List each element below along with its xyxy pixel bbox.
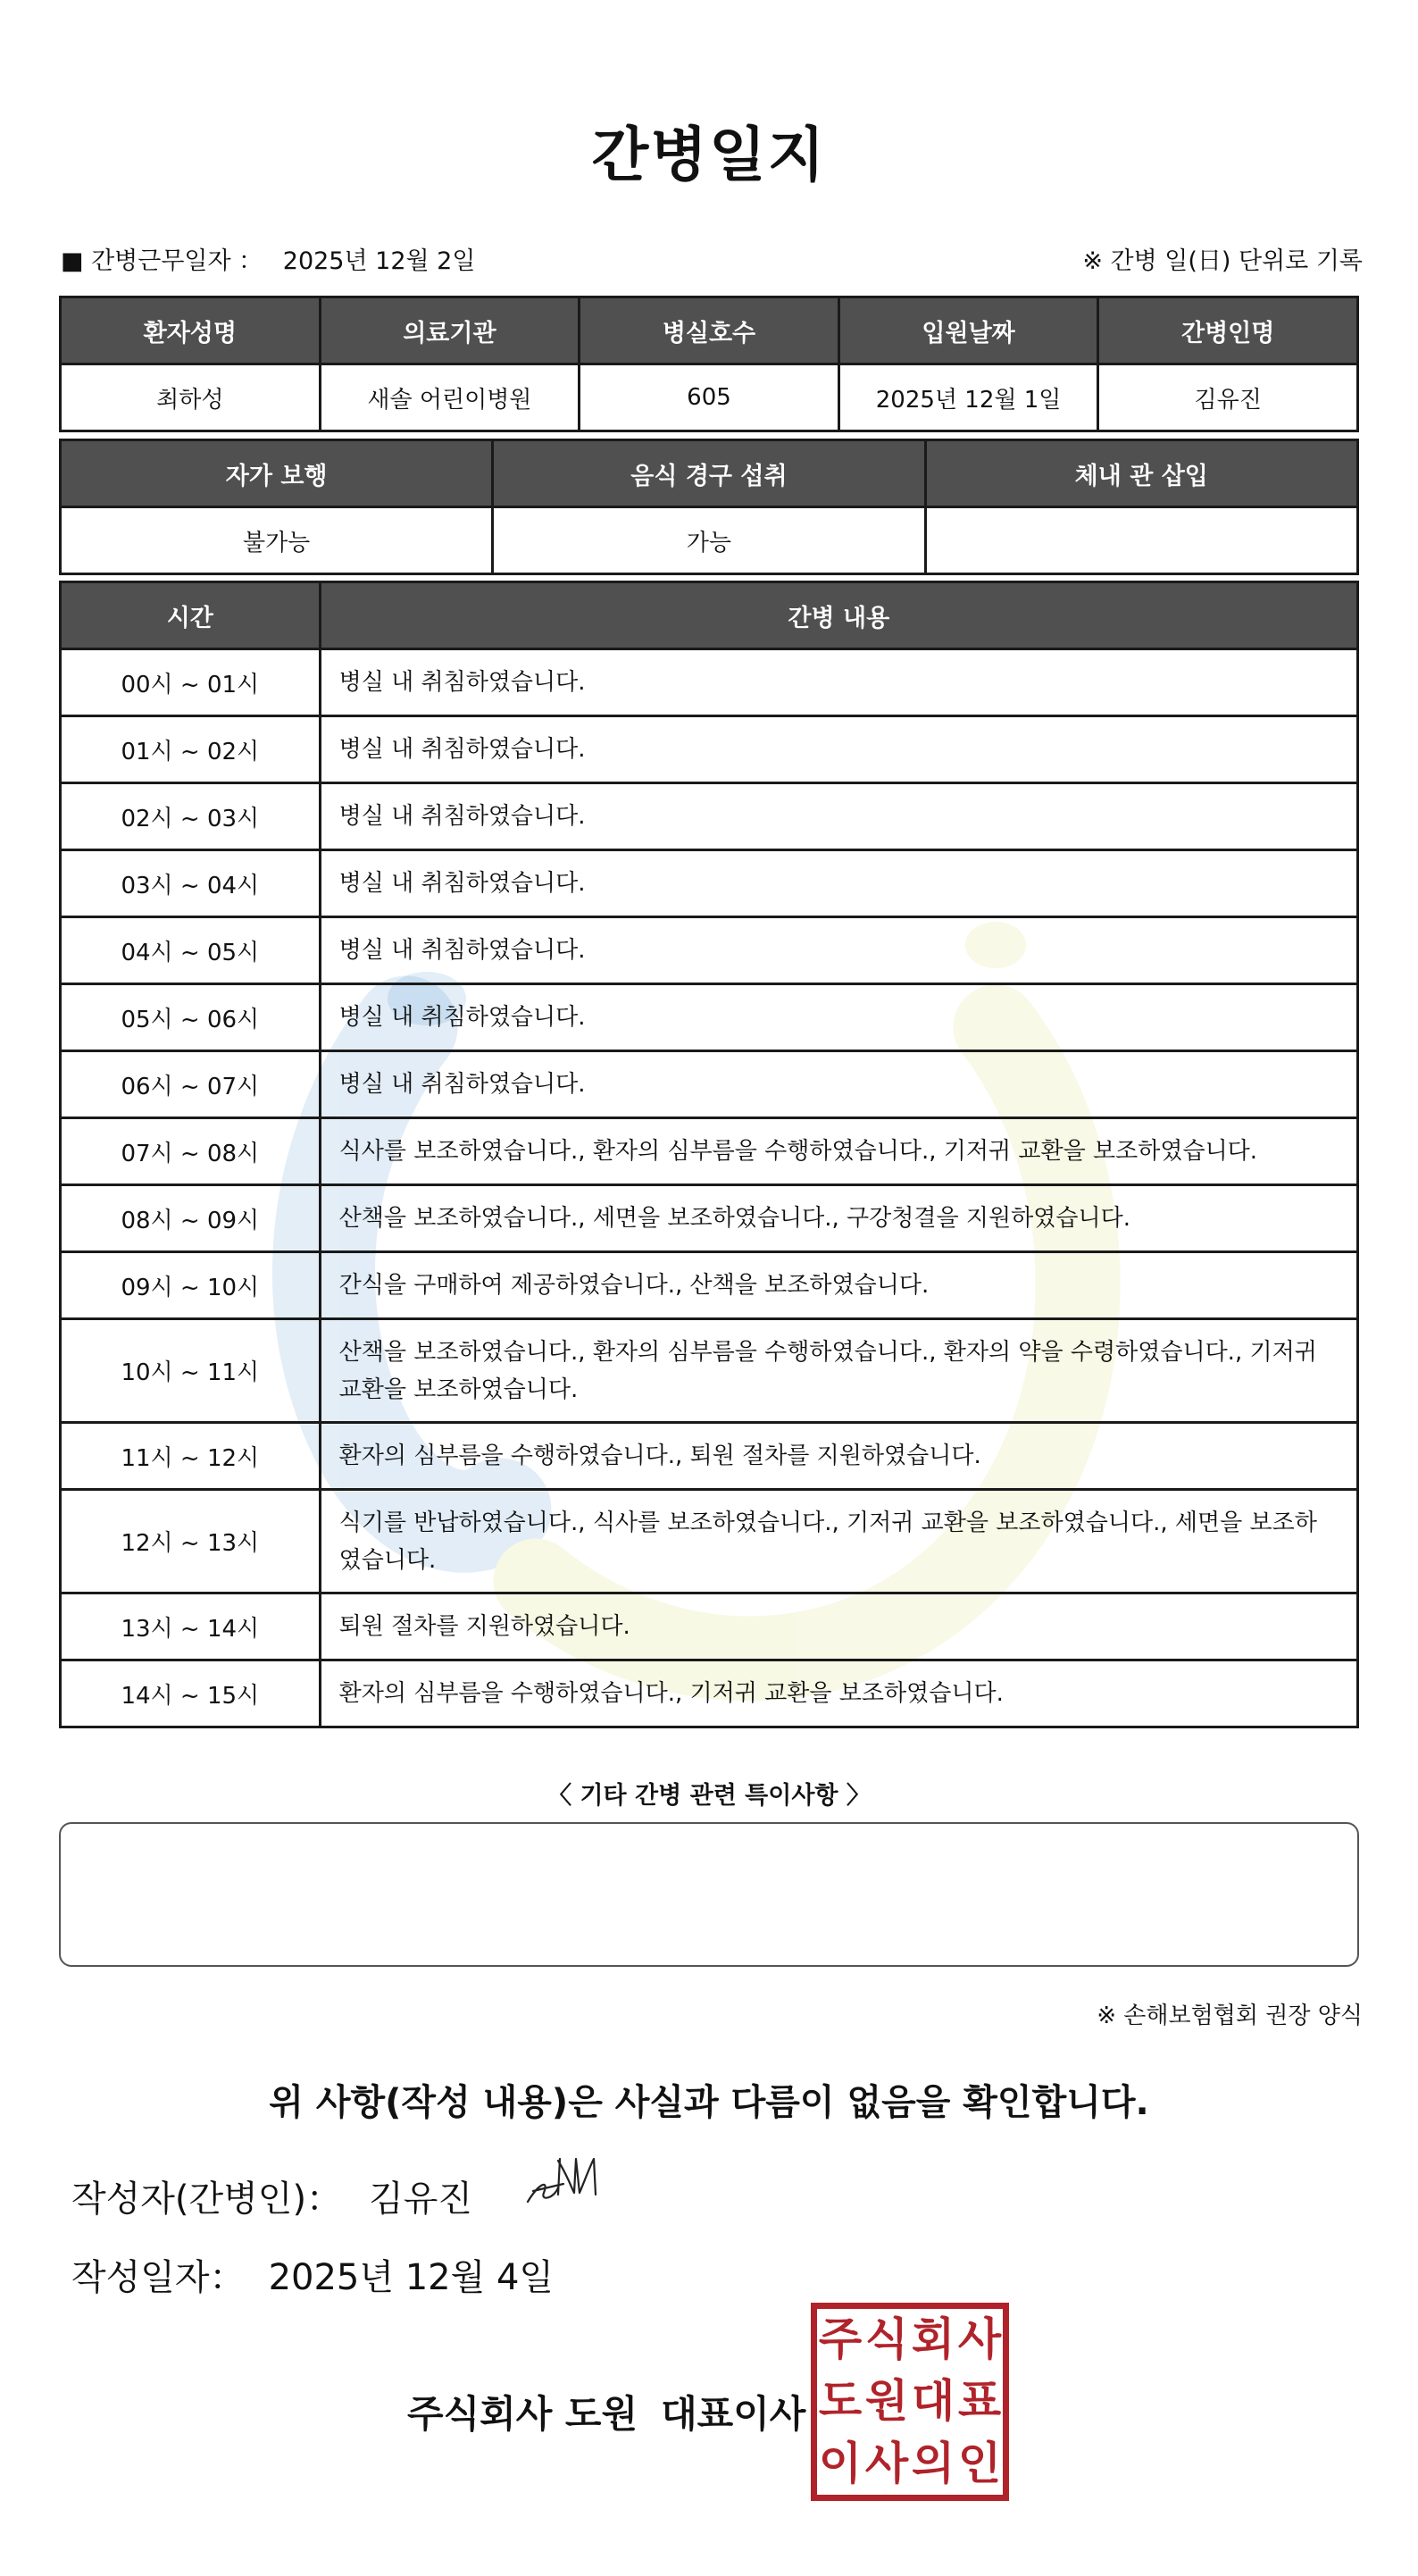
- caregiver-name: 김유진: [1098, 364, 1358, 431]
- tube-insertion: [925, 507, 1357, 574]
- row-time: 10시 ~ 11시: [61, 1319, 321, 1423]
- patient-status-table: [59, 439, 1359, 575]
- row-content: 병실 내 취침하였습니다.: [320, 850, 1357, 917]
- row-time: 00시 ~ 01시: [61, 649, 321, 716]
- company-name: 주식회사 도원: [407, 2392, 638, 2436]
- table-row: [61, 1593, 1358, 1660]
- table-row: [61, 649, 1358, 716]
- row-content: 식기를 반납하였습니다., 식사를 보조하였습니다., 기저귀 교환을 보조하였습니다., 세면을 보조하였습니다.: [320, 1490, 1357, 1593]
- page-title: 간병일지: [591, 121, 827, 189]
- table-row: [61, 716, 1358, 783]
- table-row: [61, 1490, 1358, 1593]
- row-content: 병실 내 취침하였습니다.: [320, 1051, 1357, 1118]
- row-content: 병실 내 취침하였습니다.: [320, 984, 1357, 1051]
- row-content: 병실 내 취침하였습니다.: [320, 649, 1357, 716]
- seal-char: 인: [957, 2437, 1002, 2489]
- table-row: [61, 1051, 1358, 1118]
- row-time: 08시 ~ 09시: [61, 1185, 321, 1252]
- seal-characters: [817, 2309, 1003, 2495]
- row-content: 병실 내 취침하였습니다.: [320, 716, 1357, 783]
- patient-info-table: [59, 296, 1359, 432]
- admission-date: 2025년 12월 1일: [838, 364, 1098, 431]
- header-caregiver-name: 간병인명: [1098, 297, 1358, 364]
- header-care-content: 간병 내용: [320, 582, 1357, 649]
- remarks-box: [59, 1822, 1359, 1967]
- row-content: 산책을 보조하였습니다., 환자의 심부름을 수행하였습니다., 환자의 약을 수령하였습니다., 기저귀 교환을 보조하였습니다.: [320, 1319, 1357, 1423]
- row-time: 13시 ~ 14시: [61, 1593, 321, 1660]
- signature: [522, 2148, 612, 2211]
- seal-char: 사: [864, 2437, 909, 2489]
- hospital: 새솔 어린이병원: [320, 364, 580, 431]
- row-content: 간식을 구매하여 제공하였습니다., 산책을 보조하였습니다.: [320, 1252, 1357, 1319]
- self-walking: 불가능: [61, 507, 493, 574]
- table-row: [61, 1423, 1358, 1490]
- header-tube-insertion: 체내 관 삽입: [925, 440, 1357, 507]
- seal-char: 식: [864, 2313, 909, 2365]
- recommended-form-note: ※ 손해보험협회 권장 양식: [1097, 2003, 1363, 2029]
- table-row: [61, 1118, 1358, 1185]
- header-admission-date: 입원날짜: [838, 297, 1098, 364]
- patient-name: 최하성: [61, 364, 321, 431]
- seal-char: 주: [818, 2313, 863, 2365]
- table-row: [61, 917, 1358, 984]
- row-content: 식사를 보조하였습니다., 환자의 심부름을 수행하였습니다., 기저귀 교환을 보조하였습니다.: [320, 1118, 1357, 1185]
- row-time: 02시 ~ 03시: [61, 783, 321, 850]
- oral-intake: 가능: [493, 507, 925, 574]
- confirmation-statement: 위 사항(작성 내용)은 사실과 다름이 없음을 확인합니다.: [269, 2082, 1149, 2123]
- header-room-number: 병실호수: [580, 297, 839, 364]
- company-role: 대표이사: [661, 2392, 806, 2436]
- header-patient-name: 환자성명: [61, 297, 321, 364]
- row-time: 06시 ~ 07시: [61, 1051, 321, 1118]
- row-content: 병실 내 취침하였습니다.: [320, 917, 1357, 984]
- table-row: [61, 1319, 1358, 1423]
- remarks-title: 〈 기타 간병 관련 특이사항 〉: [547, 1782, 871, 1810]
- row-time: 01시 ~ 02시: [61, 716, 321, 783]
- table-row: [61, 984, 1358, 1051]
- writer-label: 작성자(간병인)：: [71, 2179, 343, 2220]
- row-time: 07시 ~ 08시: [61, 1118, 321, 1185]
- company-seal: [811, 2303, 1009, 2501]
- row-time: 04시 ~ 05시: [61, 917, 321, 984]
- daily-record-note: ※ 간병 일(日) 단위로 기록: [1082, 247, 1363, 275]
- work-date-value: 2025년 12월 2일: [282, 247, 476, 275]
- table-row: [61, 1185, 1358, 1252]
- written-date-label: 작성일자：: [71, 2257, 246, 2298]
- seal-char: 회: [911, 2313, 955, 2365]
- row-time: 11시 ~ 12시: [61, 1423, 321, 1490]
- header-hospital: 의료기관: [320, 297, 580, 364]
- row-time: 03시 ~ 04시: [61, 850, 321, 917]
- company-signature-line: [407, 2385, 805, 2438]
- row-time: 09시 ~ 10시: [61, 1252, 321, 1319]
- row-content: 환자의 심부름을 수행하였습니다., 퇴원 절차를 지원하였습니다.: [320, 1423, 1357, 1490]
- row-content: 산책을 보조하였습니다., 세면을 보조하였습니다., 구강청결을 지원하였습니다.: [320, 1185, 1357, 1252]
- writer-name: 김유진: [369, 2179, 472, 2220]
- row-time: 05시 ~ 06시: [61, 984, 321, 1051]
- seal-char: 의: [911, 2437, 955, 2489]
- writer-line: [71, 2170, 472, 2221]
- table-row: [61, 850, 1358, 917]
- table-row: [61, 1252, 1358, 1319]
- row-content: 퇴원 절차를 지원하였습니다.: [320, 1593, 1357, 1660]
- row-time: 14시 ~ 15시: [61, 1660, 321, 1727]
- header-oral-intake: 음식 경구 섭취: [493, 440, 925, 507]
- seal-char: 대: [911, 2375, 955, 2428]
- work-date-label: ■ 간병근무일자 ：: [61, 247, 263, 275]
- written-date-line: [71, 2249, 554, 2300]
- table-row: [61, 1660, 1358, 1727]
- seal-char: 이: [818, 2437, 863, 2489]
- work-date: [61, 241, 475, 276]
- seal-char: 표: [957, 2375, 1002, 2428]
- row-time: 12시 ~ 13시: [61, 1490, 321, 1593]
- seal-char: 도: [818, 2375, 863, 2428]
- room-number: 605: [580, 364, 839, 431]
- care-log-table: [59, 581, 1359, 1728]
- seal-char: 원: [864, 2375, 909, 2428]
- header-time: 시간: [61, 582, 321, 649]
- row-content: 환자의 심부름을 수행하였습니다., 기저귀 교환을 보조하였습니다.: [320, 1660, 1357, 1727]
- seal-char: 사: [957, 2313, 1002, 2365]
- table-row: [61, 783, 1358, 850]
- row-content: 병실 내 취침하였습니다.: [320, 783, 1357, 850]
- written-date-value: 2025년 12월 4일: [268, 2257, 555, 2298]
- header-self-walking: 자가 보행: [61, 440, 493, 507]
